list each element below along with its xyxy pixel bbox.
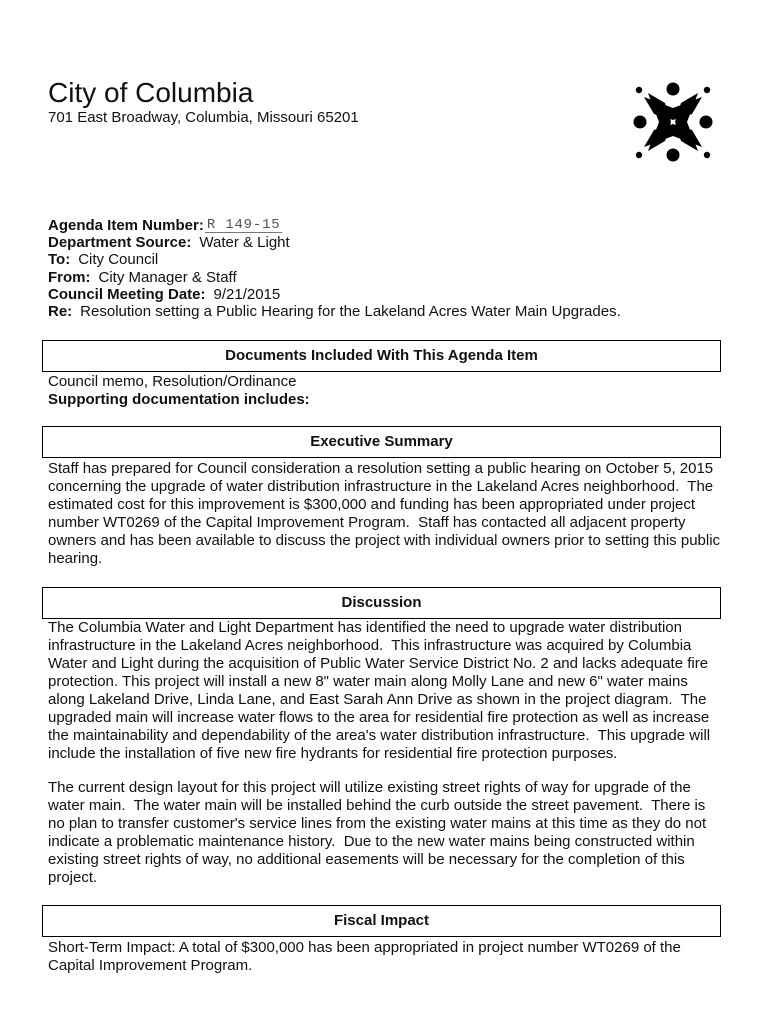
discussion-line: water main. The water main will be installed behind the curb outside the street pavement. There is [48,797,706,814]
executive-summary-body [48,460,720,568]
discussion-line: existing street rights of way, no additional easements will be necessary for the completion of this [48,851,685,868]
executive-summary-heading: Executive Summary [42,426,721,458]
executive-summary-line: number WT0269 of the Capital Improvement Program. Staff has contacted all adjacent property [48,514,686,531]
executive-summary-line: concerning the upgrade of water distribution infrastructure in the Lakeland Acres neighborhood. The [48,478,714,495]
department-source-value: Water & Light [199,234,290,252]
city-title: City of Columbia [48,77,254,108]
documents-included-body [48,373,310,409]
discussion-line: infrastructure in the Lakeland Acres neighborhood. This infrastructure was acquired by Columbia [48,637,692,654]
department-source-row [48,234,621,251]
discussion-line: project. [48,869,98,886]
discussion-line: include the installation of five new fire hydrants for residential fire protection purposes. [48,745,618,762]
documents-included-items: Council memo, Resolution/Ordinance [48,373,297,390]
re-label: Re: [48,302,73,320]
discussion-line: The Columbia Water and Light Department has identified the need to upgrade water distribution [48,619,682,636]
to-row [48,251,621,268]
meeting-date-label: Council Meeting Date: [48,285,206,303]
discussion-line: protection. This project will install a new 8" water main along Molly Lane and new 6" water mains [48,673,688,690]
city-address: 701 East Broadway, Columbia, Missouri 65201 [48,109,359,126]
from-row [48,269,621,286]
department-source-label: Department Source: [48,234,192,252]
supporting-documentation-label: Supporting documentation includes: [48,391,310,408]
fiscal-impact-heading: Fiscal Impact [42,905,721,937]
to-label: To: [48,251,71,269]
fiscal-impact-line: Short-Term Impact: A total of $300,000 has been appropriated in project number WT0269 of the [48,939,681,956]
discussion-paragraph-2 [48,779,706,887]
documents-included-heading: Documents Included With This Agenda Item [42,340,721,372]
discussion-line: Water and Light during the acquisition of Public Water Service District No. 2 and lacks adequate fire [48,655,709,672]
executive-summary-line: estimated cost for this improvement is $300,000 and funding has been appropriated under project [48,496,696,513]
discussion-line: The current design layout for this project will utilize existing street rights of way for upgrade of the [48,779,691,796]
discussion-line: upgraded main will increase water flows to the area for residential fire protection as well as increase [48,709,710,726]
agenda-details [48,217,621,320]
re-row [48,303,621,320]
fiscal-impact-body [48,939,681,975]
to-value: City Council [78,251,159,269]
discussion-heading: Discussion [42,587,721,619]
executive-summary-line: Staff has prepared for Council consideration a resolution setting a public hearing on October 5, 2015 [48,460,714,477]
from-value: City Manager & Staff [98,268,237,286]
fiscal-impact-line: Capital Improvement Program. [48,957,253,974]
discussion-line: the maintainability and dependability of the area's water distribution infrastructure. This upgrade will [48,727,711,744]
agenda-item-number-label: Agenda Item Number: [48,217,204,234]
discussion-line: along Lakeland Drive, Linda Lane, and East Sarah Ann Drive as shown in the project diagram. The [48,691,707,708]
executive-summary-line: hearing. [48,550,103,567]
agenda-item-number-field: R 149-15 [206,217,281,233]
discussion-line: indicate a problematic maintenance history. Due to the new water mains being constructed within [48,833,695,850]
city-of-columbia-logo-icon [633,82,713,162]
agenda-item-number-row [48,217,621,234]
discussion-line: no plan to transfer customer's service lines from the existing water mains at this time as they do not [48,815,707,832]
executive-summary-line: owners and has been available to discuss the project with individual owners prior to setting this public [48,532,721,549]
discussion-paragraph-1 [48,619,710,763]
from-label: From: [48,268,91,286]
meeting-date-value: 9/21/2015 [213,285,281,303]
meeting-date-row [48,286,621,303]
re-value: Resolution setting a Public Hearing for the Lakeland Acres Water Main Upgrades. [80,302,621,320]
